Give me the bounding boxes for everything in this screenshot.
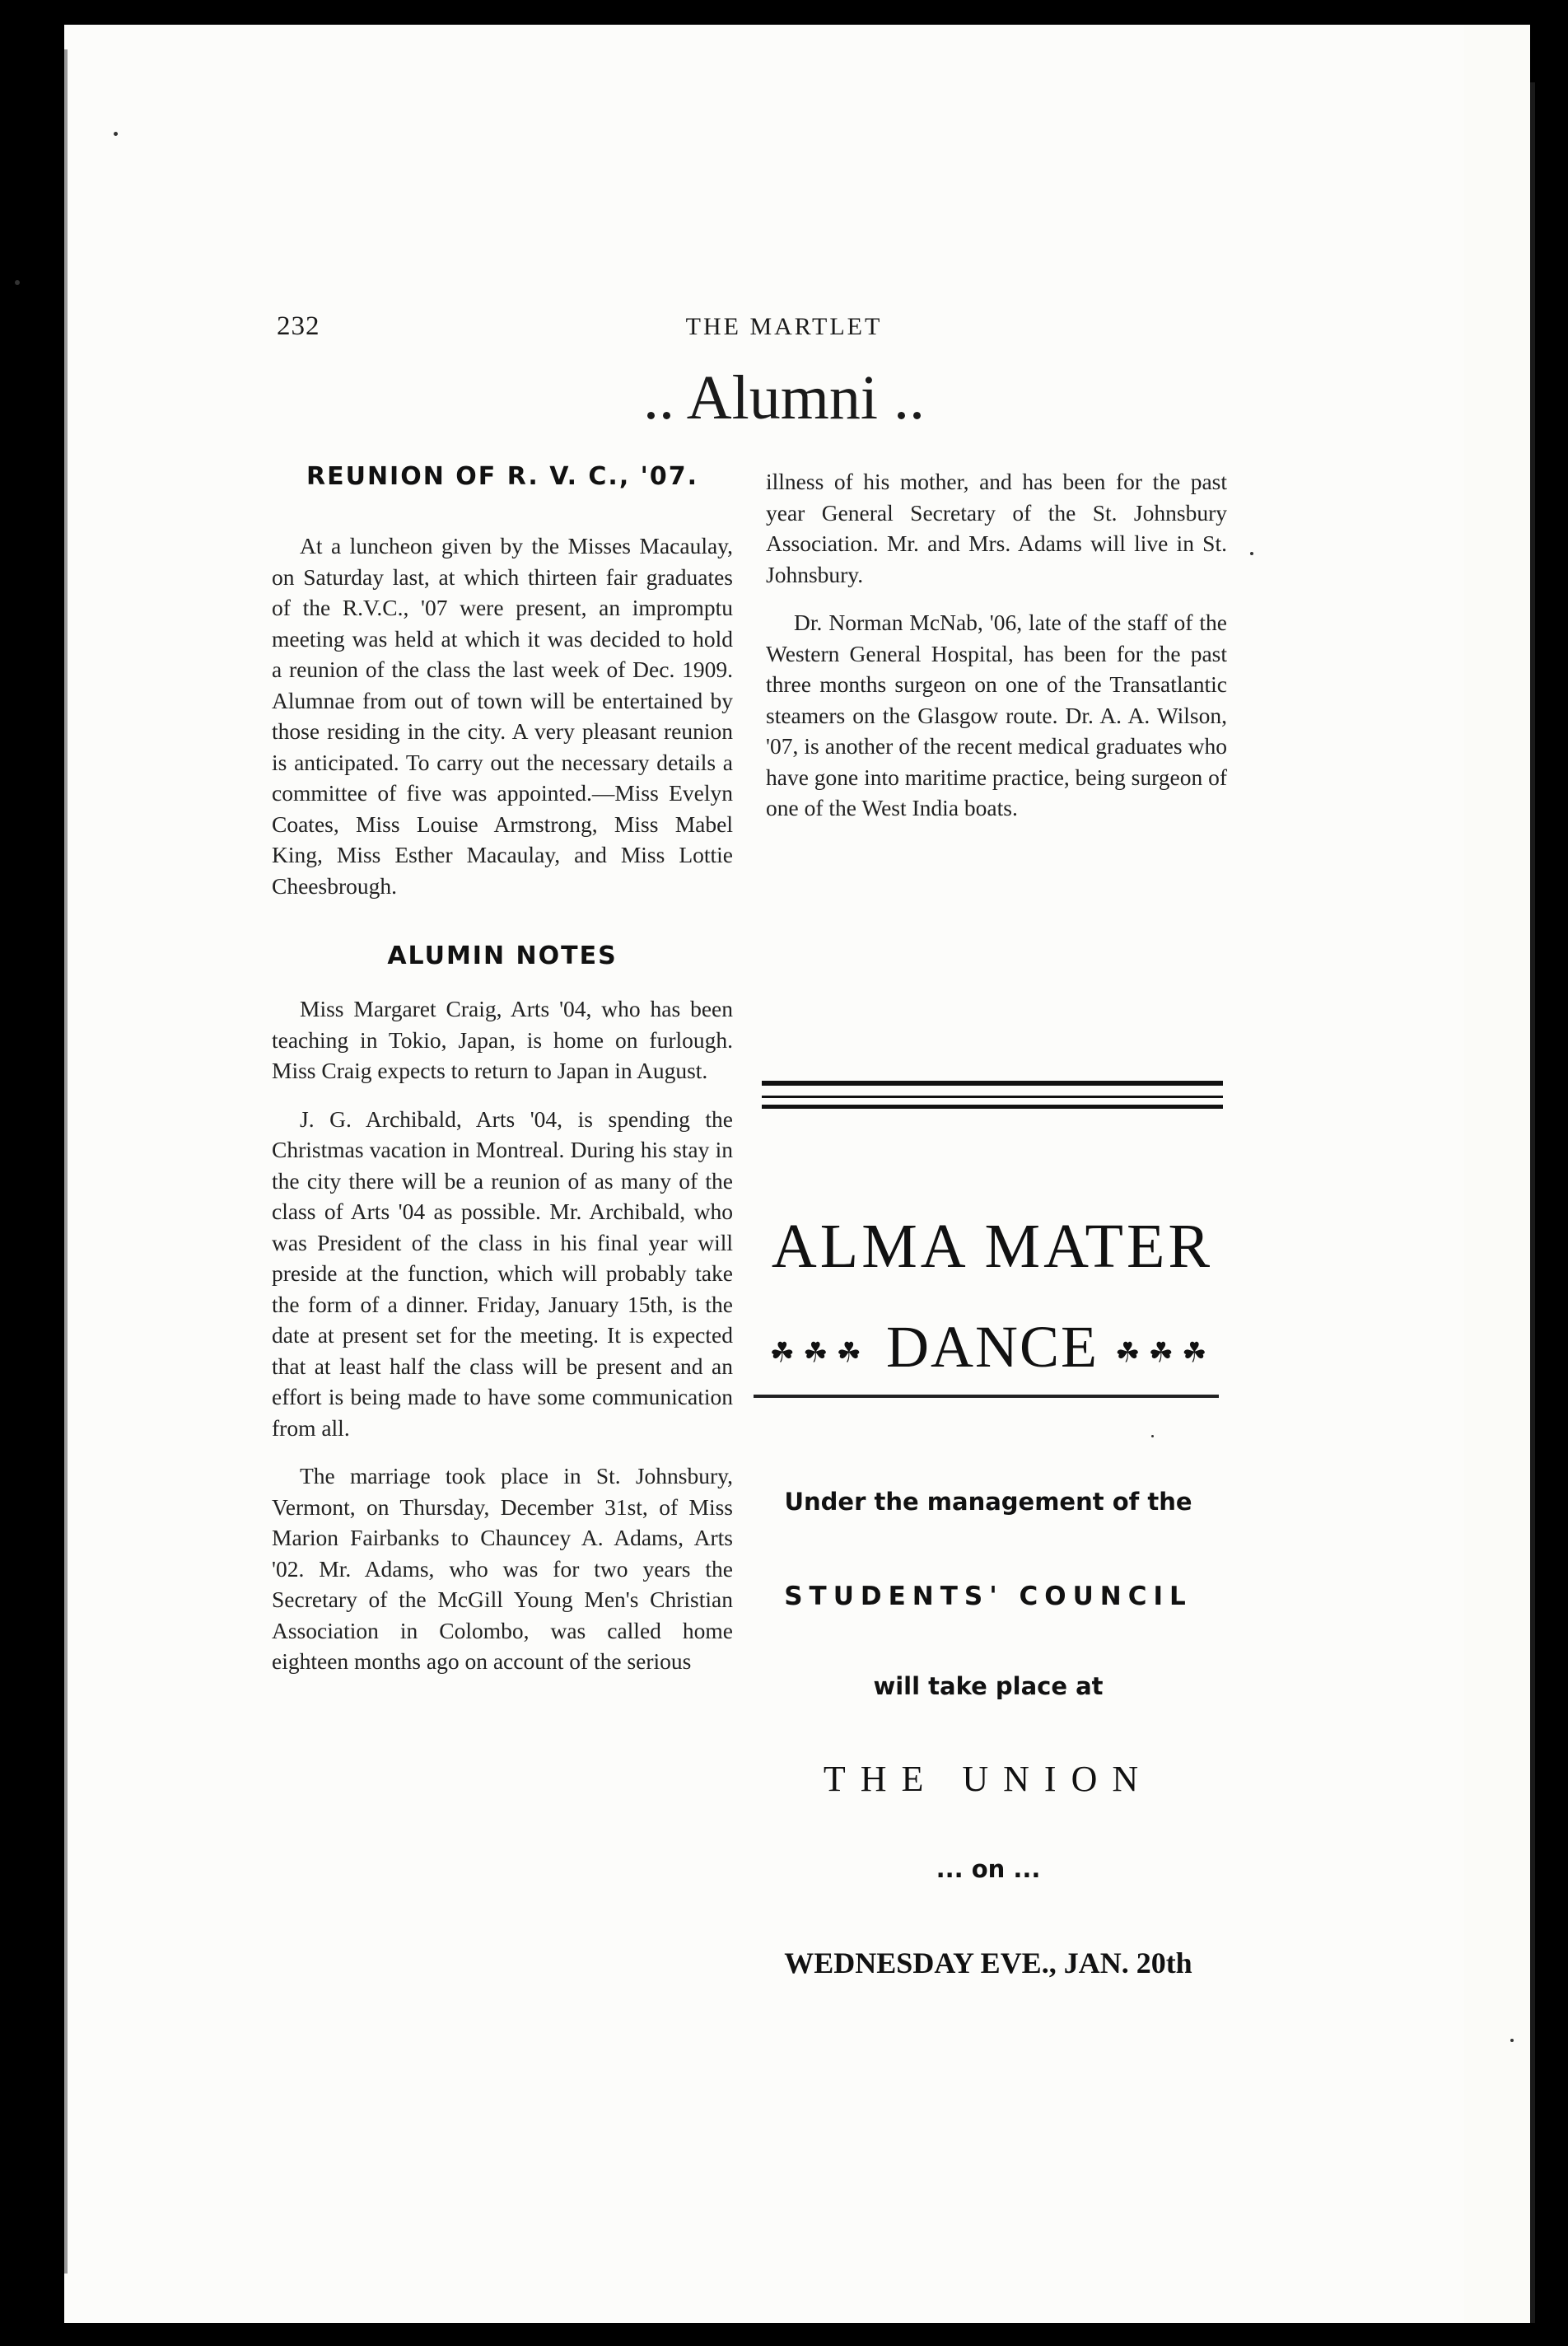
advert-line-management: Under the management of the	[784, 1488, 1192, 1516]
advert-line-council: STUDENTS' COUNCIL	[784, 1582, 1192, 1611]
reunion-paragraph: At a luncheon given by the Misses Macaulay, on Saturday last, at which thirteen fair graduates of the R.V.C., '07 were present, an impromptu meeting was held at which it was decided to hold a reunion of the class the last week of Dec. 1909. Alumnae from out of town will be entertained by those residing in the city. A very pleasant reunion is anticipated. To carry out the necessary details a committee of five was appointed.—Miss Evelyn Coates, Miss Louise Armstrong, Miss Mabel King, Miss Esther Macaulay, and Miss Lottie Cheesbrough.	[272, 533, 733, 899]
advert-subtitle-line	[758, 1313, 1227, 1381]
shamrock-ornament-icon: ☘☘☘	[1115, 1338, 1216, 1369]
note-craig: Miss Margaret Craig, Arts '04, who has been teaching in Tokio, Japan, is home on furlough. Miss Craig expects to return to Japan in August.	[272, 996, 733, 1083]
scan-border	[64, 2323, 1530, 2346]
scan-speck	[15, 280, 20, 285]
scan-speck	[114, 132, 118, 136]
note-marriage: The marriage took place in St. Johnsbury, Vermont, on Thursday, December 31st, of Miss Marion Fairbanks to Chauncey A. Adams, Arts '02. Mr. Adams, who was for two years the Secretary of the McGill Young Men's Christian Association in Colombo, was called home eighteen months ago on account of the serious	[272, 1463, 733, 1674]
advert-line-on: ... on ...	[936, 1855, 1041, 1883]
advert-line-venue: THE UNION	[823, 1759, 1154, 1799]
section-title: .. Alumni ..	[642, 363, 926, 432]
note-mcnab: Dr. Norman McNab, '06, late of the staff of the Western General Hospital, has been for the past three months surgeon on one of the Transatlantic steamers on the Glasgow route. Dr. A. A. Wilson, '07, is another of the recent medical graduates who have gone into maritime practice, being surgeon of one of the West India boats.	[766, 610, 1228, 820]
notes-heading: ALUMIN NOTES	[387, 942, 618, 970]
scan-speck	[1250, 552, 1253, 555]
left-column	[272, 461, 733, 1694]
reunion-heading: REUNION OF R. V. C., '07.	[306, 462, 698, 491]
note-archibald: J. G. Archibald, Arts '04, is spending the Christmas vacation in Montreal. During his stay in the city there will be a reunion of as many of the class of Arts '04 as possible. Mr. Archibald, who was President of the class in his final year will preside at the function, which will probably take the form of a dinner. Friday, January 15th, is the date at present set for the meeting. It is expected that at least half the class will be present and an effort is being made to have some communication from all.	[272, 1105, 733, 1441]
note-marriage-continued: illness of his mother, and has been for the past year General Secretary of the St. Johnsbury Association. Mr. and Mrs. Adams will live in St. Johnsbury.	[766, 469, 1227, 587]
advert-top-rules	[762, 1081, 1223, 1109]
advert-title: ALMA MATER	[771, 1212, 1214, 1281]
advert-line-place: will take place at	[873, 1672, 1104, 1700]
scan-speck	[1510, 2039, 1514, 2042]
advert-line-date: WEDNESDAY EVE., JAN. 20th	[784, 1946, 1192, 1979]
scan-speck	[1151, 1435, 1154, 1437]
advert-rule	[754, 1395, 1219, 1398]
shamrock-ornament-icon: ☘☘☘	[769, 1338, 870, 1369]
running-head: THE MARTLET	[685, 313, 883, 340]
advert-subtitle: DANCE	[886, 1314, 1099, 1380]
page-number: 232	[277, 311, 320, 341]
right-column	[766, 466, 1227, 841]
